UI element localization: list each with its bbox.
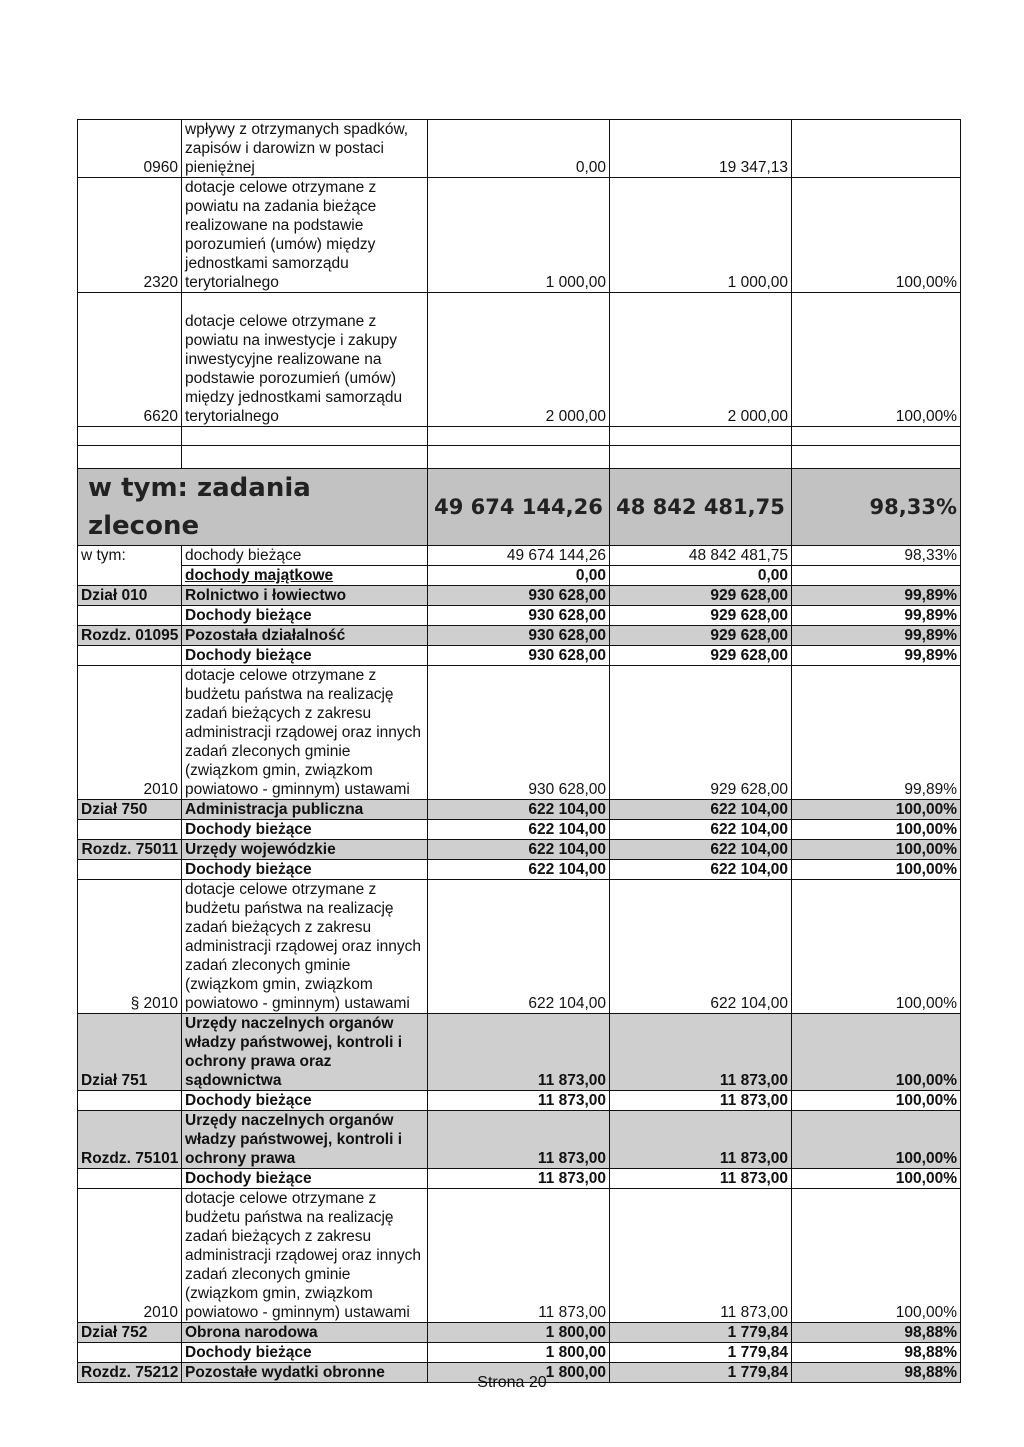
row-execution: 622 104,00 [610, 820, 792, 840]
section-plan: 11 873,00 [428, 1014, 610, 1091]
row-description: Dochody bieżące [182, 1169, 428, 1189]
row-execution: 1 779,84 [610, 1343, 792, 1363]
section-code: Dział 750 [78, 800, 182, 820]
row-execution: 19 347,13 [610, 120, 792, 178]
subsection-code: Rozdz. 75212 [78, 1363, 182, 1383]
row-plan: 930 628,00 [428, 646, 610, 666]
row-code: § 2010 [78, 880, 182, 1014]
row-percent [792, 120, 961, 178]
subsection-percent: 98,88% [792, 1363, 961, 1383]
section-execution: 929 628,00 [610, 586, 792, 606]
row-percent: 100,00% [792, 293, 961, 427]
empty-row [78, 446, 961, 469]
subsection-execution: 622 104,00 [610, 840, 792, 860]
row-plan: 622 104,00 [428, 860, 610, 880]
subsection-row [78, 840, 961, 860]
row-code: 2010 [78, 666, 182, 800]
subsection-description: Urzędy naczelnych organów władzy państwowej, kontroli i ochrony prawa [182, 1111, 428, 1169]
row-description: dochody bieżące [182, 546, 428, 566]
row-plan: 11 873,00 [428, 1169, 610, 1189]
table-row [78, 880, 961, 1014]
row-execution: 622 104,00 [610, 880, 792, 1014]
summary-execution: 48 842 481,75 [610, 469, 792, 546]
row-plan: 11 873,00 [428, 1189, 610, 1323]
summary-plan: 49 674 144,26 [428, 469, 610, 546]
budget-table [77, 119, 961, 1383]
subsection-execution: 929 628,00 [610, 626, 792, 646]
row-percent: 99,89% [792, 666, 961, 800]
subsection-plan: 11 873,00 [428, 1111, 610, 1169]
breakdown-label: w tym: [78, 546, 182, 586]
row-percent: 100,00% [792, 820, 961, 840]
subsection-description: Pozostałe wydatki obronne [182, 1363, 428, 1383]
row-percent: 100,00% [792, 860, 961, 880]
table-row [78, 293, 961, 427]
section-execution: 11 873,00 [610, 1014, 792, 1091]
summary-percent: 98,33% [792, 469, 961, 546]
row-percent: 100,00% [792, 1169, 961, 1189]
table-row [78, 820, 961, 840]
section-description: Administracja publiczna [182, 800, 428, 820]
section-percent: 98,88% [792, 1323, 961, 1343]
row-execution: 1 000,00 [610, 178, 792, 293]
subsection-percent: 100,00% [792, 1111, 961, 1169]
row-description: Dochody bieżące [182, 860, 428, 880]
section-execution: 622 104,00 [610, 800, 792, 820]
section-plan: 930 628,00 [428, 586, 610, 606]
row-description: dotacje celowe otrzymane z budżetu państwa na realizację zadań bieżących z zakresu administracji rządowej oraz innych zadań zleconych gminie (związkom gmin, związkom powiatowo - gminnym) ustawami [182, 666, 428, 800]
table-row [78, 606, 961, 626]
table-row [78, 646, 961, 666]
row-execution: 48 842 481,75 [610, 546, 792, 566]
row-percent: 100,00% [792, 178, 961, 293]
section-code: Dział 010 [78, 586, 182, 606]
section-row [78, 1014, 961, 1091]
section-percent: 100,00% [792, 1014, 961, 1091]
section-code: Dział 752 [78, 1323, 182, 1343]
table-row [78, 666, 961, 800]
row-percent: 99,89% [792, 646, 961, 666]
section-description: Urzędy naczelnych organów władzy państwowej, kontroli i ochrony prawa oraz sądownictwa [182, 1014, 428, 1091]
table-row [78, 1343, 961, 1363]
subsection-execution: 11 873,00 [610, 1111, 792, 1169]
row-code: 0960 [78, 120, 182, 178]
section-percent: 100,00% [792, 800, 961, 820]
row-plan: 11 873,00 [428, 1091, 610, 1111]
row-description: Dochody bieżące [182, 820, 428, 840]
row-plan: 622 104,00 [428, 880, 610, 1014]
row-plan: 2 000,00 [428, 293, 610, 427]
row-description: wpływy z otrzymanych spadków, zapisów i darowizn w postaci pieniężnej [182, 120, 428, 178]
row-percent: 100,00% [792, 880, 961, 1014]
row-description: dotacje celowe otrzymane z budżetu państwa na realizację zadań bieżących z zakresu administracji rządowej oraz innych zadań zleconych gminie (związkom gmin, związkom powiatowo - gminnym) ustawami [182, 1189, 428, 1323]
row-description: Dochody bieżące [182, 1343, 428, 1363]
subsection-row [78, 1111, 961, 1169]
section-code: Dział 751 [78, 1014, 182, 1091]
table-row [78, 1189, 961, 1323]
row-description: dotacje celowe otrzymane z powiatu na inwestycje i zakupy inwestycyjne realizowane na podstawie porozumień (umów) między jednostkami samorządu terytorialnego [182, 293, 428, 427]
row-code: 2320 [78, 178, 182, 293]
summary-row [78, 469, 961, 546]
section-description: Obrona narodowa [182, 1323, 428, 1343]
row-execution: 2 000,00 [610, 293, 792, 427]
table-row [78, 1091, 961, 1111]
section-row [78, 800, 961, 820]
section-plan: 1 800,00 [428, 1323, 610, 1343]
row-execution: 622 104,00 [610, 860, 792, 880]
row-description: dotacje celowe otrzymane z budżetu państwa na realizację zadań bieżących z zakresu administracji rządowej oraz innych zadań zleconych gminie (związkom gmin, związkom powiatowo - gminnym) ustawami [182, 880, 428, 1014]
subsection-description: Pozostała działalność [182, 626, 428, 646]
row-percent [792, 566, 961, 586]
row-code: 2010 [78, 1189, 182, 1323]
subsection-row [78, 626, 961, 646]
subsection-execution: 1 779,84 [610, 1363, 792, 1383]
row-plan: 930 628,00 [428, 606, 610, 626]
row-plan: 622 104,00 [428, 820, 610, 840]
table-row [78, 1169, 961, 1189]
row-description: Dochody bieżące [182, 646, 428, 666]
row-execution: 11 873,00 [610, 1189, 792, 1323]
row-plan: 0,00 [428, 120, 610, 178]
row-plan: 930 628,00 [428, 666, 610, 800]
row-description: Dochody bieżące [182, 1091, 428, 1111]
subsection-description: Urzędy wojewódzkie [182, 840, 428, 860]
row-percent: 99,89% [792, 606, 961, 626]
row-plan: 49 674 144,26 [428, 546, 610, 566]
subsection-plan: 622 104,00 [428, 840, 610, 860]
row-description: dochody majątkowe [182, 566, 428, 586]
subsection-percent: 99,89% [792, 626, 961, 646]
row-plan: 0,00 [428, 566, 610, 586]
section-execution: 1 779,84 [610, 1323, 792, 1343]
table-row [78, 860, 961, 880]
row-percent: 98,88% [792, 1343, 961, 1363]
table-row [78, 120, 961, 178]
row-description: Dochody bieżące [182, 606, 428, 626]
row-execution: 11 873,00 [610, 1169, 792, 1189]
section-row [78, 1323, 961, 1343]
row-execution: 11 873,00 [610, 1091, 792, 1111]
empty-row [78, 427, 961, 446]
row-percent: 100,00% [792, 1091, 961, 1111]
section-plan: 622 104,00 [428, 800, 610, 820]
table-row [78, 546, 961, 566]
subsection-plan: 930 628,00 [428, 626, 610, 646]
table-row [78, 178, 961, 293]
row-code: 6620 [78, 293, 182, 427]
page-footer: Strona 20 [477, 1374, 547, 1391]
subsection-code: Rozdz. 75101 [78, 1111, 182, 1169]
subsection-percent: 100,00% [792, 840, 961, 860]
subsection-plan: 1 800,00 [428, 1363, 610, 1383]
row-execution: 929 628,00 [610, 666, 792, 800]
summary-title: w tym: zadania zlecone [78, 469, 428, 546]
section-row [78, 586, 961, 606]
row-percent: 100,00% [792, 1189, 961, 1323]
row-execution: 929 628,00 [610, 646, 792, 666]
section-description: Rolnictwo i łowiectwo [182, 586, 428, 606]
subsection-code: Rozdz. 75011 [78, 840, 182, 860]
row-plan: 1 000,00 [428, 178, 610, 293]
row-execution: 0,00 [610, 566, 792, 586]
table-row [78, 566, 961, 586]
section-percent: 99,89% [792, 586, 961, 606]
row-percent: 98,33% [792, 546, 961, 566]
subsection-code: Rozdz. 01095 [78, 626, 182, 646]
row-execution: 929 628,00 [610, 606, 792, 626]
row-description: dotacje celowe otrzymane z powiatu na zadania bieżące realizowane na podstawie porozumień (umów) między jednostkami samorządu terytorialnego [182, 178, 428, 293]
row-plan: 1 800,00 [428, 1343, 610, 1363]
